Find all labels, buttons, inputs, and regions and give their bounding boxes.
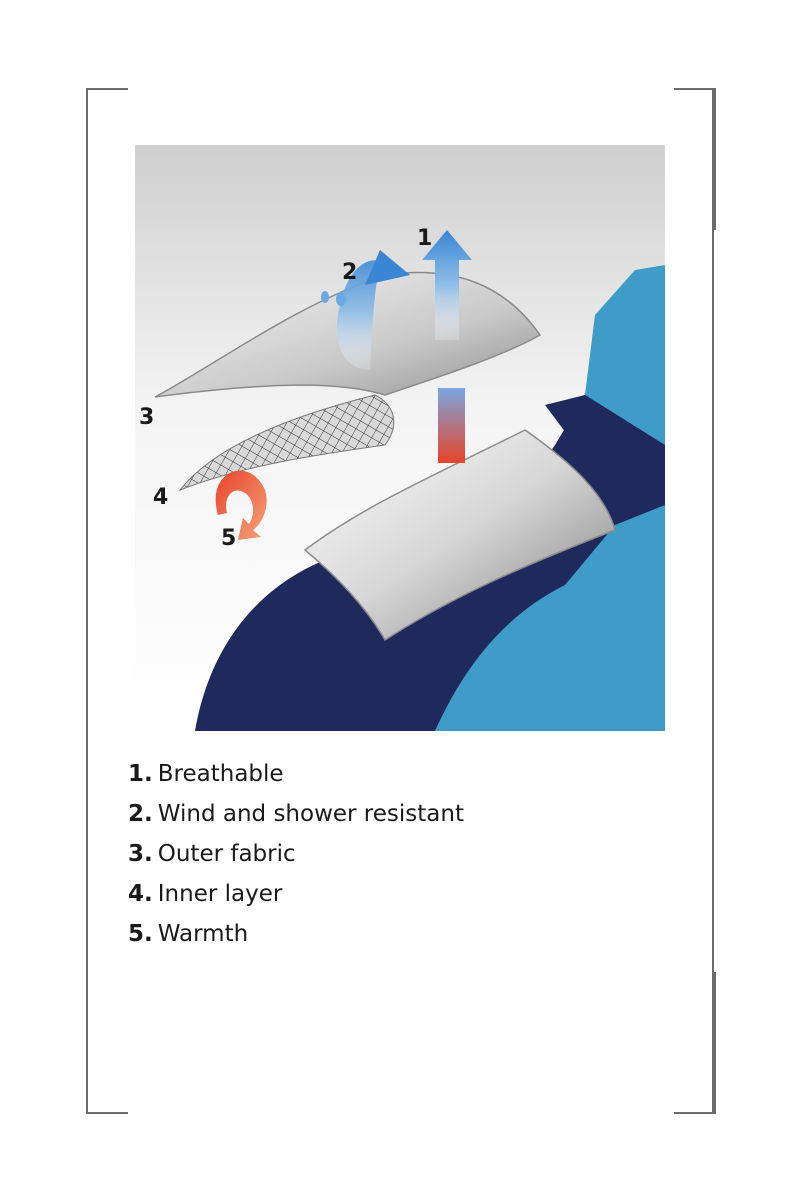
water-drop-2: [336, 292, 346, 306]
legend-label: Inner layer: [157, 881, 283, 907]
legend-item-warmth: [128, 917, 464, 957]
legend-label: Warmth: [157, 921, 249, 947]
callout-2: 2: [342, 260, 358, 285]
frame-right-line: [712, 88, 714, 1112]
frame-corner-top-left: [86, 88, 128, 230]
frame-corner-top-right: [674, 88, 716, 230]
callout-5: 5: [221, 526, 237, 551]
frame-corner-bottom-right: [674, 972, 716, 1114]
legend-number: 3.: [128, 841, 153, 867]
legend-item-wind-shower: [128, 797, 464, 837]
legend-number: 2.: [128, 801, 153, 827]
feature-legend: [128, 757, 464, 957]
callout-1: 1: [417, 226, 433, 251]
legend-item-breathable: [128, 757, 464, 797]
legend-label: Wind and shower resistant: [157, 801, 464, 827]
legend-label: Outer fabric: [157, 841, 296, 867]
frame-left-line: [86, 88, 88, 1112]
warmth-rising-arrow: [438, 388, 465, 463]
frame-corner-bottom-left: [86, 972, 128, 1114]
water-drop-1: [321, 291, 329, 303]
legend-number: 4.: [128, 881, 153, 907]
legend-label: Breathable: [157, 761, 284, 787]
legend-number: 1.: [128, 761, 153, 787]
callout-4: 4: [153, 485, 169, 510]
fabric-layers-illustration: [135, 145, 665, 731]
legend-item-inner-layer: [128, 877, 464, 917]
legend-item-outer-fabric: [128, 837, 464, 877]
callout-3: 3: [139, 405, 155, 430]
legend-number: 5.: [128, 921, 153, 947]
